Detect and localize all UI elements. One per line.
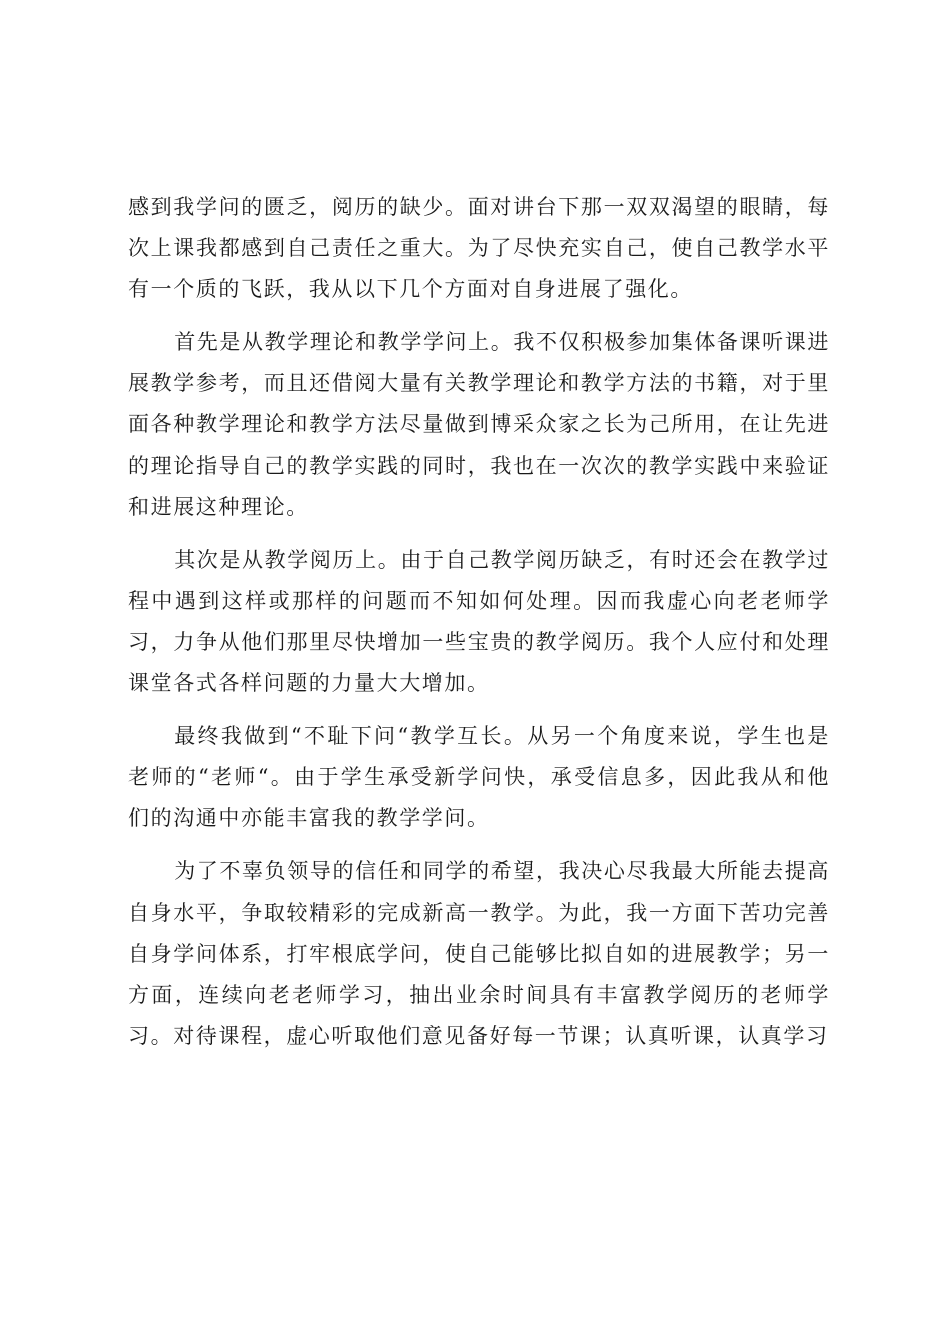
paragraph-2: 首先是从教学理论和教学学问上。我不仅积极参加集体备课听课进展教学参考，而且还借阅大量有关教学理论和教学方法的书籍，对于里面各种教学理论和教学方法尽量做到博采众家之长为己所用，在让先进的理论指导自己的教学实践的同时，我也在一次次的教学实践中来验证和进展这种理论。 [128,330,830,519]
paragraph-4: 最终我做到“不耻下问“教学互长。从另一个角度来说，学生也是老师的“老师“。由于学生承受新学问快，承受信息多，因此我从和他们的沟通中亦能丰富我的教学学问。 [128,724,830,831]
document-body [128,187,830,1069]
paragraph-5: 为了不辜负领导的信任和同学的希望，我决心尽我最大所能去提高自身水平，争取较精彩的完成新高一教学。为此，我一方面下苦功完善自身学问体系，打牢根底学问，使自己能够比拟自如的进展教学；另一方面，连续向老老师学习，抽出业余时间具有丰富教学阅历的老师学习。对待课程，虚心听取他们意见备好每一节课；认真听课，认真学习 [128,859,830,1048]
paragraph-3: 其次是从教学阅历上。由于自己教学阅历缺乏，有时还会在教学过程中遇到这样或那样的问题而不知如何处理。因而我虚心向老老师学习，力争从他们那里尽快增加一些宝贵的教学阅历。我个人应付和处理课堂各式各样问题的力量大大增加。 [128,547,830,696]
paragraph-1: 感到我学问的匮乏，阅历的缺少。面对讲台下那一双双渴望的眼睛，每次上课我都感到自己责任之重大。为了尽快充实自己，使自己教学水平有一个质的飞跃，我从以下几个方面对自身进展了强化。 [128,195,830,302]
